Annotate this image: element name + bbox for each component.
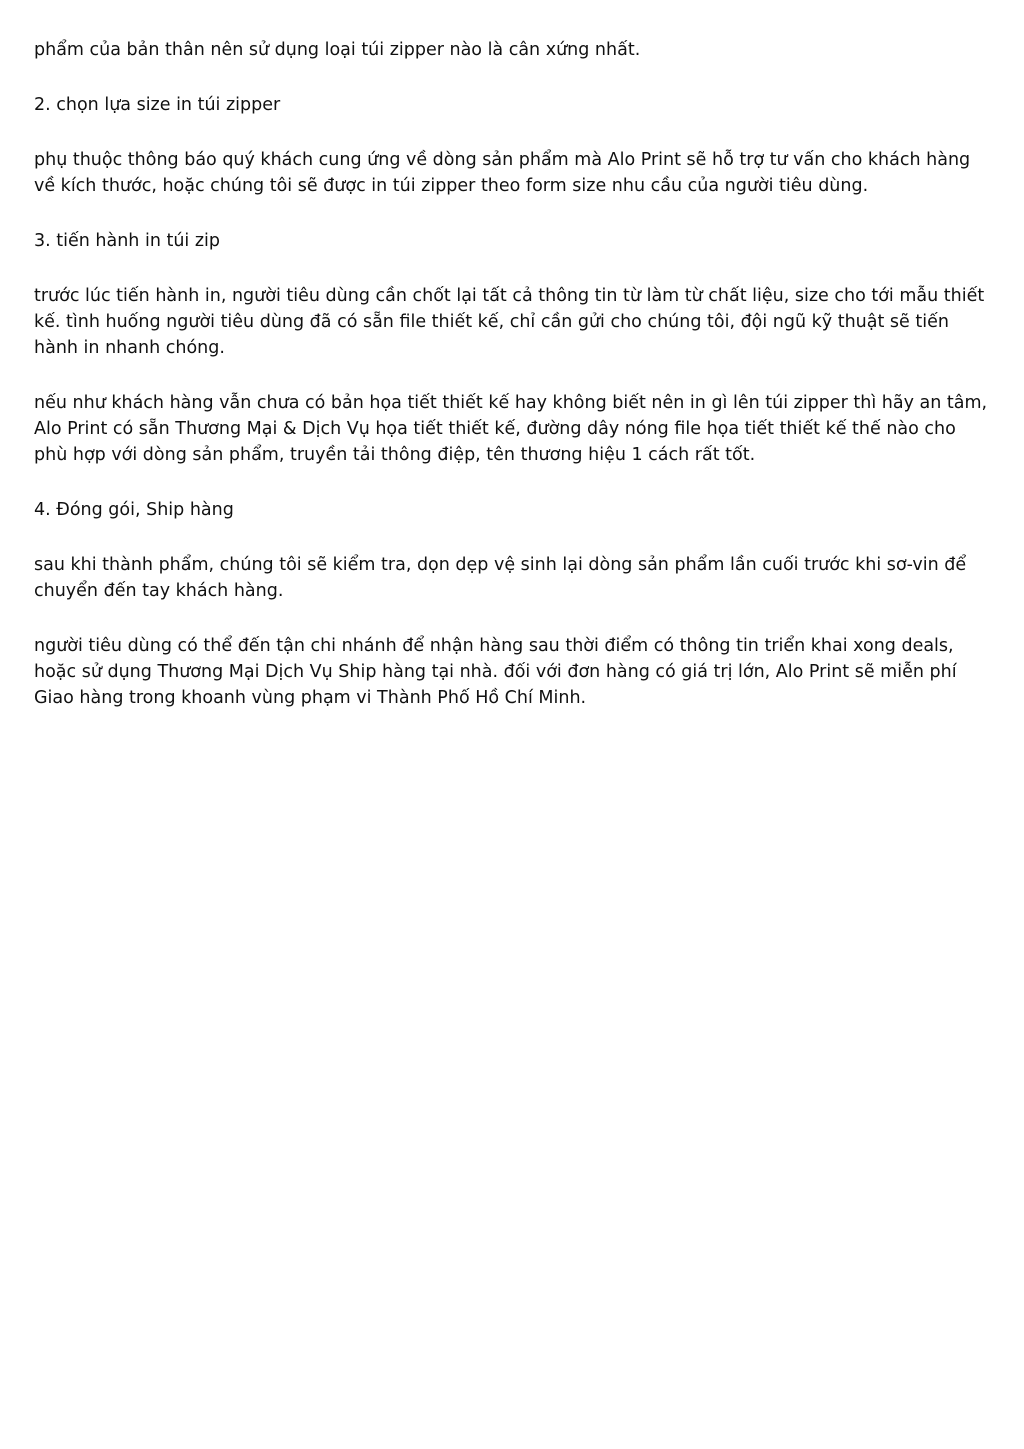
paragraph-printing-2: nếu như khách hàng vẫn chưa có bản họa tiết thiết kế hay không biết nên in gì lên túi zipper thì hãy an tâm, Alo Print có sẵn Thương Mại & Dịch Vụ họa tiết thiết kế, đường dây nóng file họa tiết thiết kế thế nào cho phù hợp với dòng sản phẩm, truyền tải thông điệp, tên thương hiệu 1 cách rất tốt. xyxy=(34,393,988,465)
paragraph-size: phụ thuộc thông báo quý khách cung ứng về dòng sản phẩm mà Alo Print sẽ hỗ trợ tư vấn cho khách hàng về kích thước, hoặc chúng tôi sẽ được in túi zipper theo form size nhu cầu của người tiêu dùng. xyxy=(34,150,971,196)
section-heading-packaging: 4. Đóng gói, Ship hàng xyxy=(34,500,234,520)
section-heading-printing: 3. tiến hành in túi zip xyxy=(34,231,221,251)
paragraph-printing-1: trước lúc tiến hành in, người tiêu dùng cần chốt lại tất cả thông tin từ làm từ chất liệu, size cho tới mẫu thiết kế. tình huống người tiêu dùng đã có sẵn file thiết kế, chỉ cần gửi cho chúng tôi, đội ngũ kỹ thuật sẽ tiến hành in nhanh chóng. xyxy=(34,286,985,358)
document-page xyxy=(34,37,994,740)
section-heading-size: 2. chọn lựa size in túi zipper xyxy=(34,95,281,115)
paragraph-packaging-1: sau khi thành phẩm, chúng tôi sẽ kiểm tra, dọn dẹp vệ sinh lại dòng sản phẩm lần cuối trước khi sơ-vin để chuyển đến tay khách hàng. xyxy=(34,555,967,601)
paragraph-packaging-2: người tiêu dùng có thể đến tận chi nhánh để nhận hàng sau thời điểm có thông tin triển khai xong deals, hoặc sử dụng Thương Mại Dịch Vụ Ship hàng tại nhà. đối với đơn hàng có giá trị lớn, Alo Print sẽ miễn phí Giao hàng trong khoanh vùng phạm vi Thành Phố Hồ Chí Minh. xyxy=(34,636,957,708)
paragraph-continuation: phẩm của bản thân nên sử dụng loại túi zipper nào là cân xứng nhất. xyxy=(34,40,641,60)
